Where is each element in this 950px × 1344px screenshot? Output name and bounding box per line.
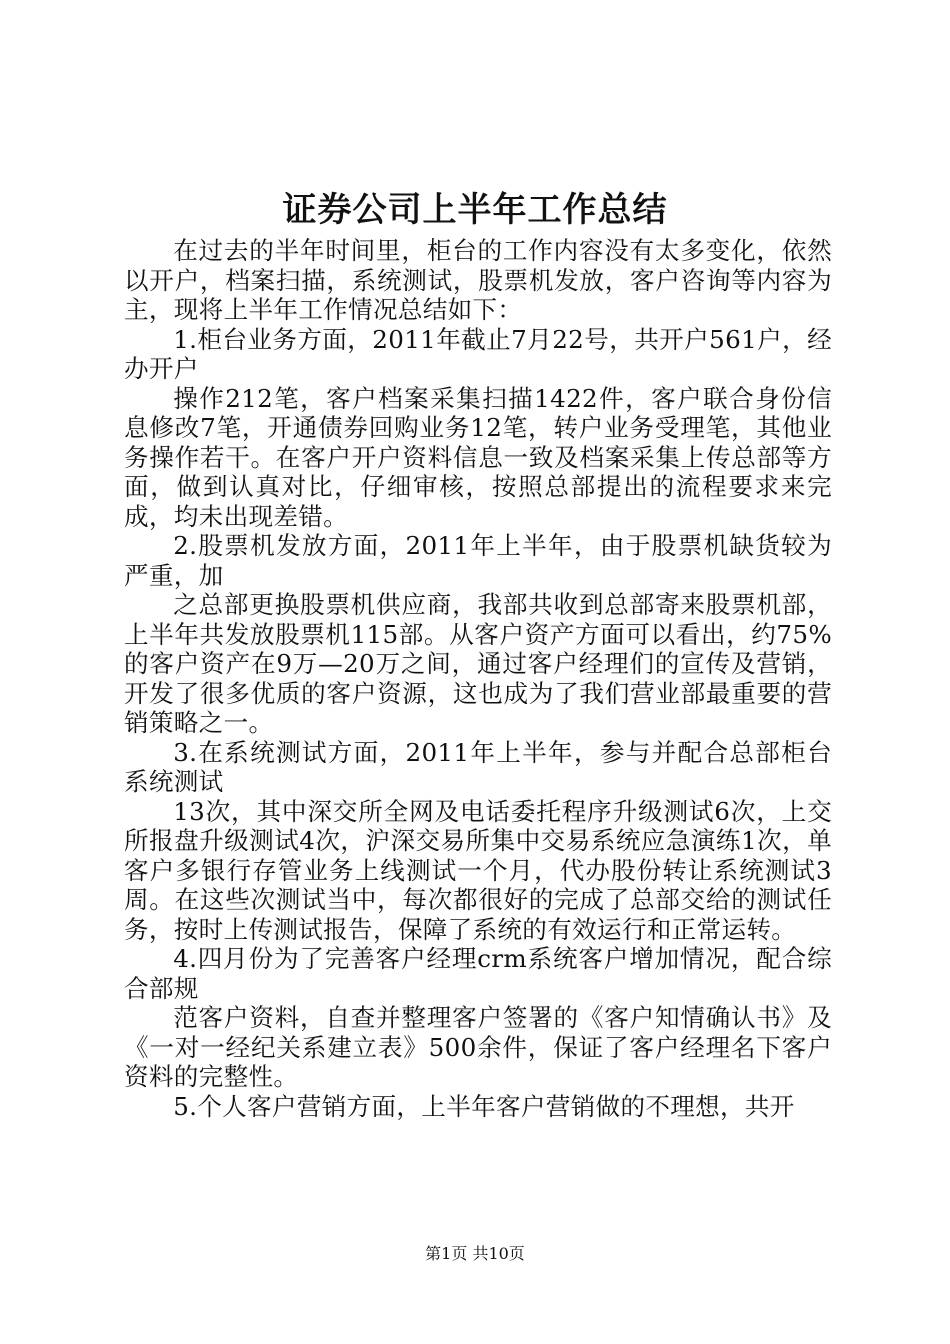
paragraph-intro: 在过去的半年时间里，柜台的工作内容没有太多变化，依然以开户，档案扫描，系统测试，股票机发放，客户咨询等内容为主，现将上半年工作情况总结如下： (124, 236, 832, 324)
paragraph-item-4-body: 范客户资料，自查并整理客户签署的《客户知情确认书》及《一对一经纪关系建立表》500余件，保证了客户经理名下客户资料的完整性。 (124, 1003, 832, 1091)
paragraph-item-5-heading: 5.个人客户营销方面，上半年客户营销做的不理想，共开 (173, 1091, 795, 1121)
document-body (124, 236, 832, 1121)
paragraph-item-2-body: 之总部更换股票机供应商，我部共收到总部寄来股票机部，上半年共发放股票机115部。从客户资产方面可以看出，约75%的客户资产在9万—20万之间，通过客户经理们的宣传及营销，开发了很多优质的客户资源，这也成为了我们营业部最重要的营销策略之一。 (124, 590, 832, 737)
paragraph-item-1-heading: 1.柜台业务方面，2011年截止7月22号，共开户561户，经办开户 (124, 324, 832, 383)
page-number-footer: 第1页 共10页 (425, 1244, 525, 1263)
paragraph-item-1-body: 操作212笔，客户档案采集扫描1422件，客户联合身份信息修改7笔，开通债券回购业务12笔，转户业务受理笔，其他业务操作若干。在客户开户资料信息一致及档案采集上传总部等方面，做到认真对比，仔细审核，按照总部提出的流程要求来完成，均未出现差错。 (124, 383, 832, 531)
paragraph-item-4-heading: 4.四月份为了完善客户经理crm系统客户增加情况，配合综合部规 (124, 944, 832, 1003)
document-title: 证券公司上半年工作总结 (282, 190, 668, 230)
paragraph-item-2-heading: 2.股票机发放方面，2011年上半年，由于股票机缺货较为严重，加 (124, 531, 832, 590)
paragraph-item-3-heading: 3.在系统测试方面，2011年上半年，参与并配合总部柜台系统测试 (124, 737, 832, 796)
paragraph-item-3-body: 13次，其中深交所全网及电话委托程序升级测试6次，上交所报盘升级测试4次，沪深交易所集中交易系统应急演练1次，单客户多银行存管业务上线测试一个月，代办股份转让系统测试3周。在这些次测试当中，每次都很好的完成了总部交给的测试任务，按时上传测试报告，保障了系统的有效运行和正常运转。 (124, 796, 832, 944)
